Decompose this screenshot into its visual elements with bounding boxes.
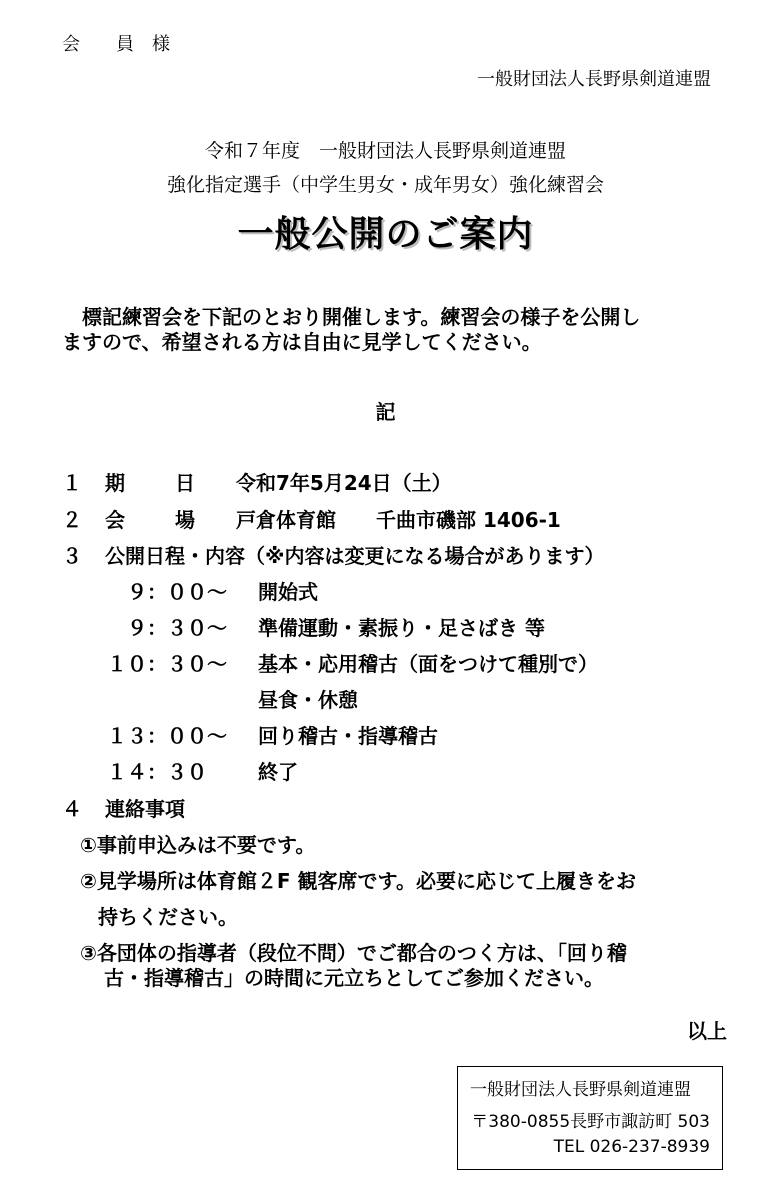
- note-1: ①事前申込みは不要です。: [80, 833, 316, 857]
- item-label-part: 日: [175, 471, 195, 495]
- heading-line-1: 令和７年度 一般財団法人長野県剣道連盟: [204, 140, 566, 162]
- notes-label: 連絡事項: [105, 797, 185, 821]
- note-3-line-2: 古・指導稽古」の時間に元立ちとしてご参加ください。: [104, 966, 604, 990]
- venue-value: 戸倉体育館 千曲市磯部 1406-1: [236, 508, 561, 532]
- item-number: １: [62, 471, 82, 495]
- contact-box: [457, 1066, 723, 1170]
- schedule-desc: 終了: [258, 760, 298, 784]
- ki-marker: 記: [375, 400, 396, 424]
- intro-line-2: ますので、希望される方は自由に見学してください。: [62, 330, 542, 354]
- contact-org: 一般財団法人長野県剣道連盟: [470, 1080, 691, 1100]
- contact-tel: TEL 026-237-8939: [553, 1137, 710, 1157]
- schedule-time: １３：００～: [107, 724, 227, 748]
- page-title: 一般公開のご案内: [237, 214, 534, 255]
- schedule-desc: 開始式: [258, 580, 318, 604]
- schedule-desc: 回り稽古・指導稽古: [258, 724, 438, 748]
- closing: 以上: [687, 1019, 727, 1043]
- item-label-part: 場: [175, 508, 195, 532]
- item-number: ４: [62, 797, 82, 821]
- schedule-time: ９：３０～: [107, 616, 227, 640]
- recipient: 会 員 様: [62, 34, 170, 55]
- note-2-line-2: 持ちください。: [98, 905, 238, 929]
- schedule-heading-label: 公開日程・内容（※内容は変更になる場合があります）: [105, 544, 605, 568]
- schedule-desc: 昼食・休憩: [258, 688, 358, 712]
- contact-address: 〒380-0855長野市諏訪町 503: [471, 1112, 710, 1132]
- schedule-time: １０：３０～: [107, 652, 227, 676]
- sender: 一般財団法人長野県剣道連盟: [477, 69, 711, 90]
- intro-line-1: 標記練習会を下記のとおり開催します。練習会の様子を公開し: [62, 305, 641, 329]
- schedule-desc: 準備運動・素振り・足さばき 等: [258, 616, 545, 640]
- schedule-desc: 基本・応用稽古（面をつけて種別で）: [258, 652, 598, 676]
- note-2-line-1: ②見学場所は体育館２F 観客席です。必要に応じて上履きをお: [80, 869, 636, 893]
- item-number: ２: [62, 508, 82, 532]
- date-value: 令和7年5月24日（土）: [236, 471, 452, 495]
- item-label-part: 会: [105, 508, 125, 532]
- item-number: ３: [62, 544, 82, 568]
- schedule-time: １４：３０: [107, 760, 207, 784]
- schedule-time: ９：００～: [107, 580, 227, 604]
- heading-line-2: 強化指定選手（中学生男女・成年男女）強化練習会: [166, 174, 604, 196]
- note-3-line-1: ③各団体の指導者（段位不問）でご都合のつく方は、「回り稽: [80, 941, 627, 965]
- item-label-part: 期: [105, 471, 125, 495]
